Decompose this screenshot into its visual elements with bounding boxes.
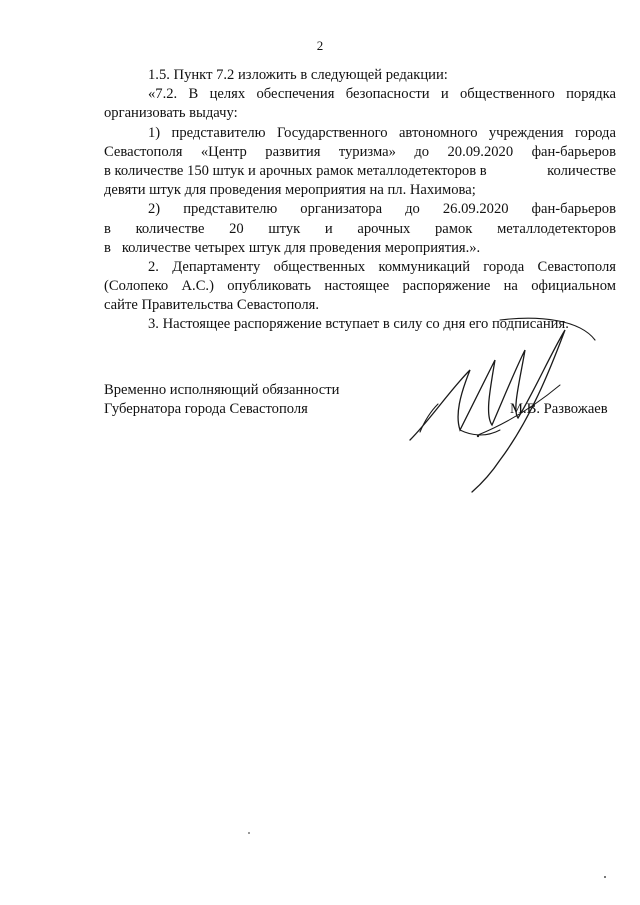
word: 1): [148, 124, 161, 141]
word: распоряжение: [402, 278, 491, 295]
word: фан-барьеров: [531, 201, 616, 218]
word: В: [188, 86, 199, 103]
word: в: [104, 220, 111, 237]
word: 26.09.2020: [442, 201, 509, 218]
word: арочных: [357, 220, 411, 237]
word: организатора: [300, 201, 383, 218]
paragraph-4-line-2: [104, 220, 616, 239]
word: «7.2.: [148, 86, 178, 103]
paragraph-4-line-3: в количестве четырех штук для проведения мероприятия.».: [104, 239, 481, 256]
word: в количестве 150 штук и арочных рамок металлодетекторов в: [104, 162, 487, 179]
paragraph-3-line-1: [104, 124, 616, 143]
word: развития: [265, 143, 321, 160]
word: представителю: [171, 124, 266, 141]
word: рамок: [434, 220, 473, 237]
paragraph-3-line-2: [104, 143, 616, 162]
document-body: [104, 66, 616, 335]
word: автономного: [398, 124, 478, 141]
signer-name: М.В. Развожаев: [510, 401, 608, 417]
word: Севастополя: [104, 143, 183, 160]
paragraph-5-line-2: [104, 277, 616, 296]
word: коммуникаций: [378, 258, 470, 275]
paragraph-4-line-1: [104, 200, 616, 219]
word: туризма»: [338, 143, 396, 160]
word: (Солопеко: [104, 278, 169, 295]
word: на: [503, 278, 518, 295]
signer-title: [104, 381, 339, 419]
paragraph-5-line-1: [104, 258, 616, 277]
word: обеспечения: [256, 86, 335, 103]
paragraph-2-line-1: [104, 85, 616, 104]
word: металлодетекторов: [497, 220, 616, 237]
word: порядка: [566, 86, 616, 103]
word: общественного: [459, 86, 555, 103]
scan-speck: [604, 876, 606, 878]
word: и: [324, 220, 333, 237]
word: до: [405, 201, 420, 218]
word: количестве: [547, 162, 616, 179]
word: официальном: [531, 278, 616, 295]
word: учреждения: [488, 124, 564, 141]
paragraph-5-line-3: сайте Правительства Севастополя.: [104, 297, 320, 314]
signer-title-line-2: Губернатора города Севастополя: [104, 401, 308, 418]
word: опубликовать: [227, 278, 312, 295]
word: Государственного: [276, 124, 388, 141]
word: 2.: [148, 258, 159, 275]
word: Департаменту: [172, 258, 261, 275]
word: целях: [209, 86, 246, 103]
word: «Центр: [200, 143, 247, 160]
signer-title-line-1: Временно исполняющий обязанности: [104, 382, 340, 398]
word: 20.09.2020: [447, 143, 514, 160]
scan-speck: [248, 832, 250, 834]
page-number: 2: [316, 38, 324, 53]
word: настоящее: [324, 278, 390, 295]
word: 2): [148, 201, 161, 218]
word: Севастополя: [537, 258, 616, 275]
word: города: [483, 258, 525, 275]
word: штук: [268, 220, 301, 237]
word: и: [440, 86, 449, 103]
word: безопасности: [345, 86, 430, 103]
word: А.С.): [181, 278, 214, 295]
paragraph-6: 3. Настоящее распоряжение вступает в силу со дня его подписания.: [148, 316, 569, 333]
word: количестве: [135, 220, 205, 237]
word: 20: [229, 220, 244, 237]
paragraph-2-line-2: организовать выдачу:: [104, 105, 238, 122]
word: до: [414, 143, 430, 160]
paragraph-3-line-3: [104, 162, 616, 181]
paragraph-1: 1.5. Пункт 7.2 изложить в следующей редакции:: [148, 67, 448, 83]
word: общественных: [273, 258, 366, 275]
word: представителю: [183, 201, 278, 218]
word: фан-барьеров: [531, 143, 616, 160]
word: города: [574, 124, 616, 141]
paragraph-3-line-4: девяти штук для проведения мероприятия на пл. Нахимова;: [104, 182, 476, 199]
